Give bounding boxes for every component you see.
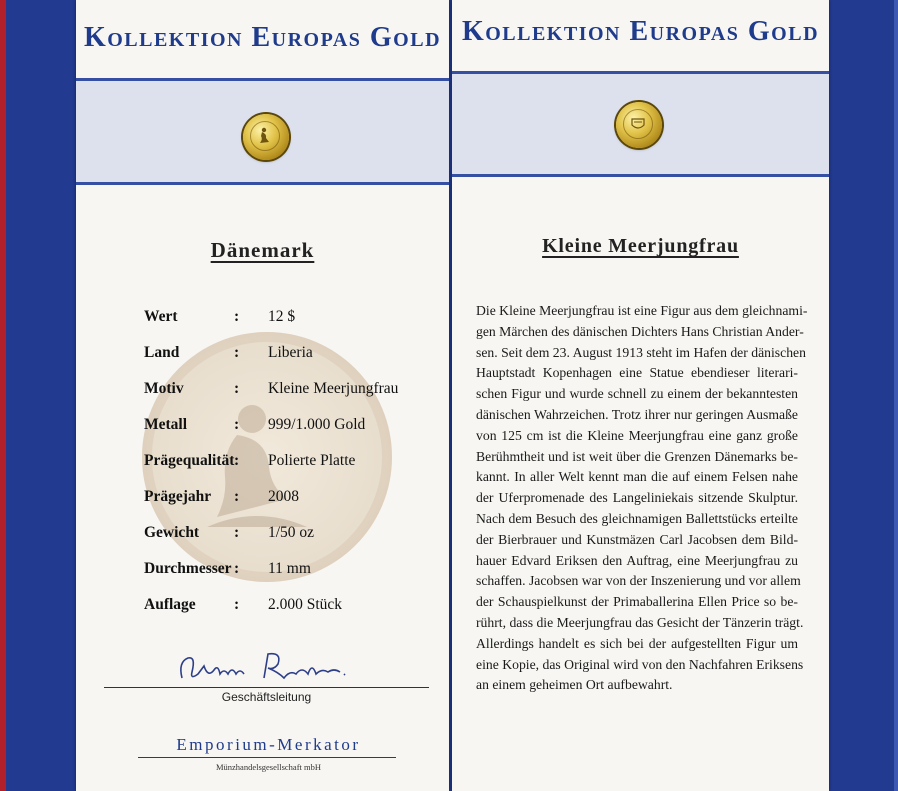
article-line: schaffen. Jacobsen war von der Inszenierung und vor allem (476, 573, 801, 589)
company-subtitle: Münzhandelsgesellschaft mbH (215, 762, 322, 772)
signature-caption: Geschäftsleitung (221, 690, 312, 704)
spec-colon: : (234, 344, 240, 361)
certificate-panel (76, 0, 449, 791)
article-line: hauer Edvard Eriksen den Auftrag, eine Meerjungfrau zu (476, 552, 798, 568)
article-line: schen Figur und wurde schnell zu einem der bekanntesten (476, 386, 798, 402)
liberia-coat-of-arms-coin-icon (616, 102, 662, 148)
article-line: der Uferpromenade des Langeliniekais sitzende Skulptur. (476, 490, 798, 506)
description-panel (452, 0, 829, 791)
spec-colon: : (234, 452, 240, 469)
article-line: Nach dem Besuch des gleichnamigen Ballettstücks erteilte (476, 510, 798, 526)
spec-row (144, 380, 444, 416)
country-heading: Dänemark (210, 238, 315, 262)
spec-colon: : (234, 380, 240, 397)
article-line: gen Märchen des dänischen Dichters Hans Christian Ander- (476, 323, 804, 339)
spec-row (144, 308, 444, 344)
article-line: Die Kleine Meerjungfrau ist eine Figur aus dem gleichnami- (476, 303, 808, 318)
background-edge (0, 0, 6, 791)
spec-value: 2008 (268, 488, 299, 505)
mermaid-figure-icon (250, 121, 280, 151)
spec-row (144, 488, 444, 524)
article-line: sen. Seit dem 23. August 1913 steht im Hafen der dänischen (476, 344, 806, 360)
article-line: der Schauspielkunst der Primaballerina Ellen Price so be- (476, 594, 798, 610)
article-line: dänischen Wahrzeichen. Trotz ihrer nur geringen Ausmaße (476, 406, 798, 422)
spec-colon: : (234, 308, 240, 325)
spec-label: Prägequalität (144, 452, 235, 469)
spec-label: Motiv (144, 380, 184, 397)
spec-value: Liberia (268, 344, 313, 361)
spec-colon: : (234, 524, 240, 541)
article-title: Kleine Meerjungfrau (542, 235, 739, 257)
spec-row (144, 596, 444, 632)
handwritten-signature (174, 648, 364, 688)
article-line: Hauptstadt Kopenhagen eine Statue ebendieser literari- (476, 365, 798, 381)
spec-colon: : (234, 560, 240, 577)
spec-colon: : (234, 488, 240, 505)
coin-band (452, 71, 829, 177)
spec-value: 1/50 oz (268, 524, 315, 541)
article-line: der Bierbrauer und Kunstmäzen Carl Jacobsen dem Bild- (476, 531, 798, 547)
article-line: an einem geheimen Ort aufbewahrt. (476, 677, 673, 693)
article-body (476, 301, 808, 696)
company-name: Emporium-Merkator (176, 735, 361, 754)
signature-line (104, 687, 429, 688)
article-line: rührt, dass die Meerjungfrau das Gesicht der Tänzerin trägt. (476, 614, 804, 630)
mermaid-coin-icon (243, 114, 289, 160)
spec-row (144, 416, 444, 452)
spec-label: Wert (144, 308, 178, 325)
article-line: von 125 cm ist die Kleine Meerjungfrau eine ganz große (476, 427, 798, 443)
spec-value: Kleine Meerjungfrau (268, 380, 399, 397)
spec-label: Land (144, 344, 180, 361)
spec-row (144, 560, 444, 596)
coin-band (76, 78, 449, 185)
spec-row (144, 344, 444, 380)
spec-label: Metall (144, 416, 188, 433)
article-line: kannt. In aller Welt kennt man die auf einem Felsen nahe (476, 469, 798, 485)
spec-label: Durchmesser (144, 560, 232, 577)
spec-label: Gewicht (144, 524, 200, 541)
coat-of-arms-icon (623, 109, 653, 139)
spec-value: Polierte Platte (268, 452, 356, 469)
spec-row (144, 524, 444, 560)
background-edge (894, 0, 898, 791)
article-line: Allerdings handelt es sich bei der aufgestellten Figur um (476, 635, 798, 651)
spec-label: Auflage (144, 596, 196, 613)
spec-colon: : (234, 416, 240, 433)
company-divider (138, 757, 396, 758)
spec-label: Prägejahr (144, 488, 212, 505)
spec-value: 999/1.000 Gold (268, 416, 366, 433)
spec-colon: : (234, 596, 240, 613)
spec-row (144, 452, 444, 488)
article-line: Berühmtheit und ist weit über die Grenzen Dänemarks be- (476, 448, 798, 464)
spec-value: 2.000 Stück (268, 596, 343, 613)
specifications-table (144, 308, 444, 632)
spec-value: 11 mm (268, 560, 311, 577)
brand-title: Kollektion Europas Gold (461, 16, 820, 47)
article-line: eine Kopie, das Original wird von den Nachfahren Eriksens (476, 656, 804, 672)
brand-title: Kollektion Europas Gold (83, 22, 442, 53)
spec-value: 12 $ (268, 308, 296, 325)
